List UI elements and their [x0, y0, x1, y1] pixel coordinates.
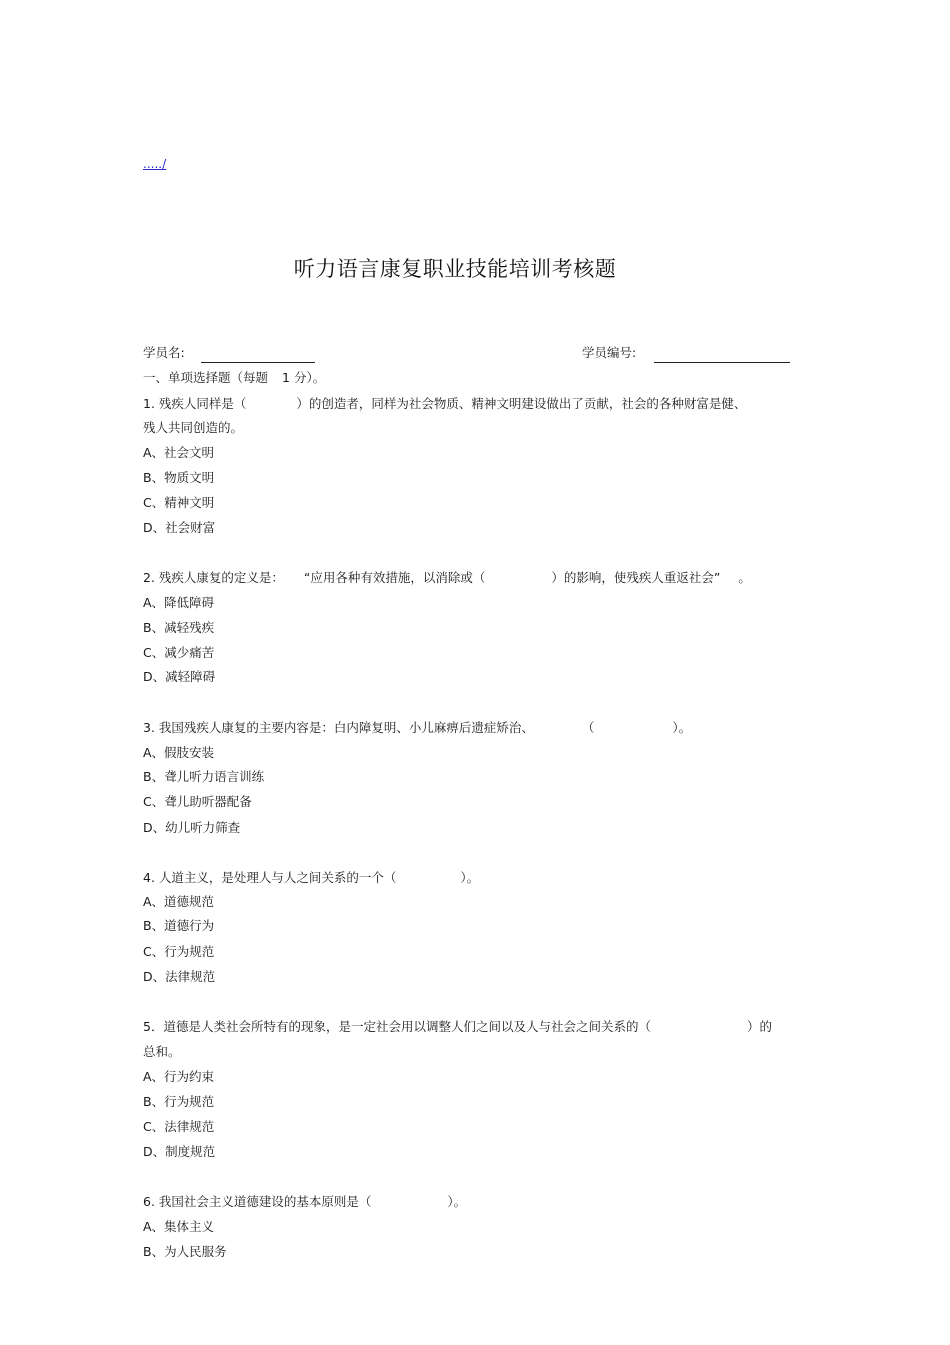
q1-option-b[interactable]: B、物质文明: [143, 470, 215, 485]
question-3-line-1: 3. 我国残疾人康复的主要内容是：白内障复明、小儿麻痹后遗症矫治、 （ ）。: [143, 720, 692, 735]
student-id-label: 学员编号:: [582, 345, 637, 360]
q5-option-b[interactable]: B、行为规范: [143, 1094, 215, 1109]
q1-option-a[interactable]: A、社会文明: [143, 445, 215, 460]
q5-option-c[interactable]: C、法律规范: [143, 1119, 215, 1134]
question-1-line-1: 1. 残疾人同样是（ ）的创造者，同样为社会物质、精神文明建设做出了贡献，社会的各种财富是健、: [143, 396, 747, 411]
q4-option-b[interactable]: B、道德行为: [143, 918, 215, 933]
section-heading: 一、单项选择题（每题 1 分）。: [143, 370, 326, 385]
q2-option-d[interactable]: D、减轻障碍: [143, 669, 216, 684]
question-1-line-2: 残人共同创造的。: [143, 420, 244, 435]
page-title: 听力语言康复职业技能培训考核题: [293, 257, 617, 281]
question-4-line-1: 4. 人道主义，是处理人与人之间关系的一个（ ）。: [143, 870, 480, 885]
q5-option-a[interactable]: A、行为约束: [143, 1069, 215, 1084]
q4-option-a[interactable]: A、道德规范: [143, 894, 215, 909]
question-6-line-1: 6. 我国社会主义道德建设的基本原则是（ ）。: [143, 1194, 467, 1209]
student-name-label: 学员名:: [143, 345, 185, 360]
q4-option-d[interactable]: D、法律规范: [143, 969, 216, 984]
q5-option-d[interactable]: D、制度规范: [143, 1144, 216, 1159]
q3-option-b[interactable]: B、聋儿听力语言训练: [143, 769, 265, 784]
q1-option-c[interactable]: C、精神文明: [143, 495, 215, 510]
question-2-line-1: 2. 残疾人康复的定义是： “应用各种有效措施，以消除或（ ）的影响，使残疾人重返社会” 。: [143, 570, 751, 585]
q6-option-b[interactable]: B、为人民服务: [143, 1244, 227, 1259]
q2-option-c[interactable]: C、减少痛苦: [143, 645, 215, 660]
q3-option-c[interactable]: C、聋儿助听器配备: [143, 794, 252, 809]
q2-option-a[interactable]: A、降低障碍: [143, 595, 215, 610]
student-id-blank[interactable]: [654, 362, 790, 363]
question-5-line-1: 5．道德是人类社会所特有的现象，是一定社会用以调整人们之间以及人与社会之间关系的（ ）的: [143, 1019, 772, 1034]
q6-option-a[interactable]: A、集体主义: [143, 1219, 215, 1234]
q4-option-c[interactable]: C、行为规范: [143, 944, 215, 959]
student-name-blank[interactable]: [201, 362, 315, 363]
q3-option-d[interactable]: D、幼儿听力筛查: [143, 820, 241, 835]
q2-option-b[interactable]: B、减轻残疾: [143, 620, 215, 635]
question-5-line-2: 总和。: [143, 1044, 181, 1059]
q3-option-a[interactable]: A、假肢安装: [143, 745, 215, 760]
q1-option-d[interactable]: D、社会财富: [143, 520, 216, 535]
top-link[interactable]: ...../: [143, 157, 167, 171]
